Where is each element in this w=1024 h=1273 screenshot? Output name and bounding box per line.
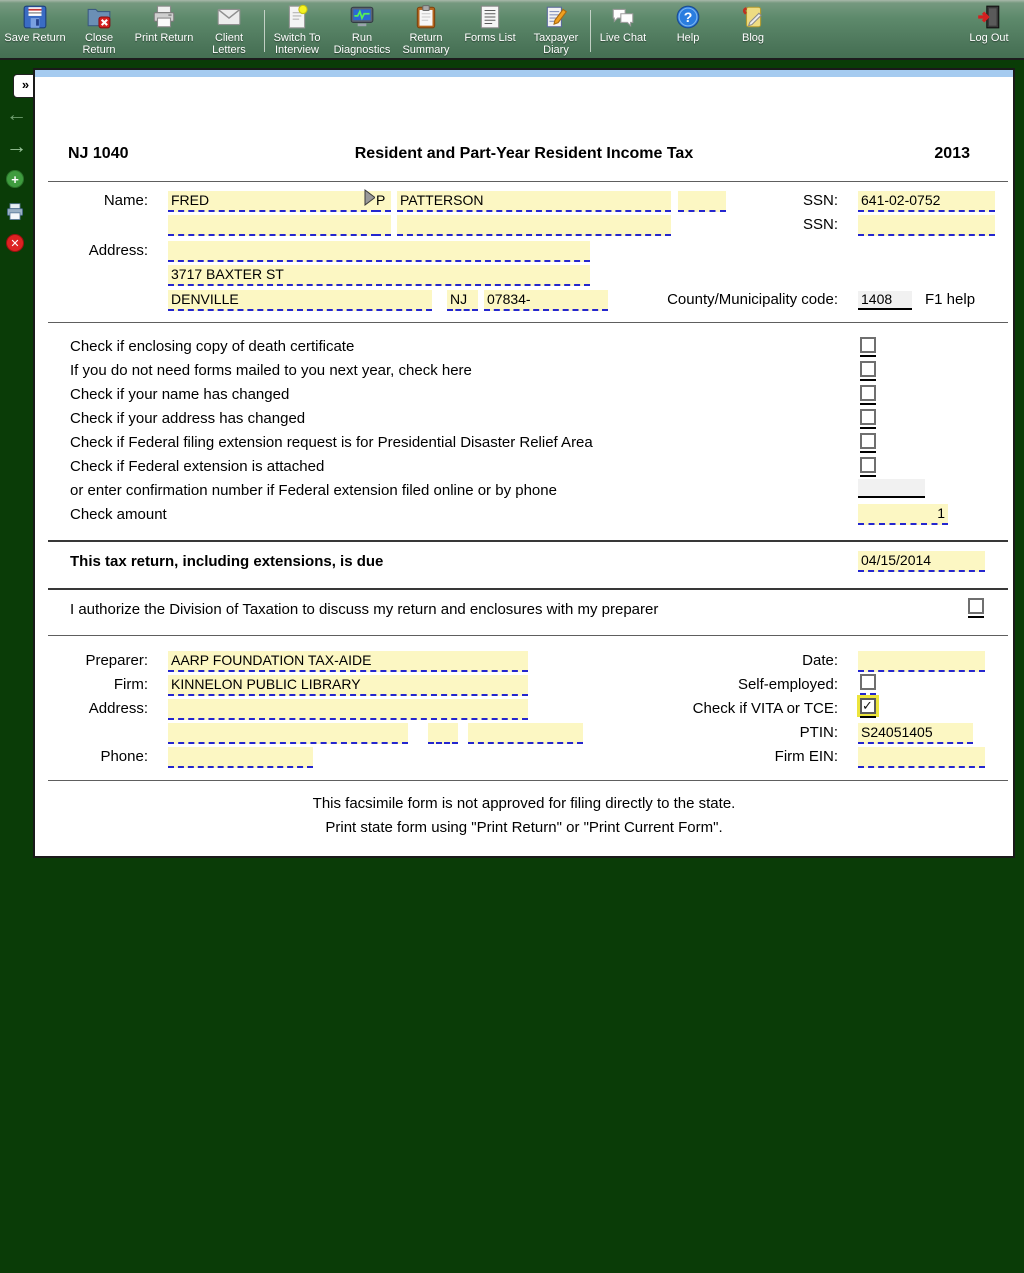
phone-field[interactable] [168,747,313,768]
run-diagnostics-button[interactable] [330,4,394,56]
firm-label: Firm: [113,676,148,693]
preparer-date-field[interactable] [858,651,985,672]
forward-arrow-icon[interactable]: → [6,135,27,158]
spouse-ssn-field[interactable] [858,215,995,236]
facsimile-notice-line2: Print state form using "Print Return" or "Print Current Form". [325,819,723,836]
back-arrow-icon[interactable]: ← [6,103,27,126]
envelope-icon [216,4,242,30]
logout-door-icon [976,4,1002,30]
diagnostics-monitor-icon [349,4,375,30]
phone-label: Phone: [100,748,148,765]
close-return-label: Close Return [82,32,116,56]
checklist-item-label: Check amount [70,506,167,523]
divider [48,322,1008,323]
return-summary-label: Return Summary [402,32,450,56]
help-button[interactable] [656,4,720,44]
checklist-item-label: Check if Federal extension is attached [70,458,325,475]
ssn-label: SSN: [802,192,838,209]
taxpayer-diary-button[interactable] [524,4,588,56]
first-name-field[interactable]: FRED [168,191,377,212]
svg-text:?: ? [683,9,693,26]
county-code-label: County/Municipality code: [667,291,838,308]
middle-initial-field[interactable]: P [375,191,391,212]
address-label: Address: [88,242,148,259]
chat-bubbles-icon [610,4,636,30]
federal-extension-checkbox[interactable] [860,457,876,473]
help-icon [675,4,701,30]
due-date-field[interactable]: 04/15/2014 [858,551,985,572]
page-title: Resident and Part-Year Resident Income Tax [354,145,694,162]
switch-to-interview-button[interactable] [265,4,329,56]
checklist-item-label: Check if your address has changed [70,410,306,427]
client-letters-label: Client Letters [212,32,246,56]
print-return-button[interactable] [132,4,196,44]
close-form-icon[interactable]: ✕ [6,234,24,252]
ptin-field[interactable]: S24051405 [858,723,973,744]
disaster-relief-checkbox[interactable] [860,433,876,449]
blog-label: Blog [741,32,765,44]
ssn-field[interactable]: 641-02-0752 [858,191,995,212]
spouse-first-name-field[interactable] [168,215,377,236]
vita-tce-checkbox[interactable] [860,698,876,714]
run-diagnostics-label: Run Diagnostics [333,32,391,56]
tax-year: 2013 [934,145,970,162]
spouse-ssn-label: SSN: [802,216,838,233]
preparer-name-field[interactable]: AARP FOUNDATION TAX-AIDE [168,651,528,672]
forms-list-button[interactable] [458,4,522,44]
forms-list-icon [477,4,503,30]
death-certificate-checkbox[interactable] [860,337,876,353]
page-header-bar [35,70,1013,77]
checklist-item-label: Check if enclosing copy of death certificate [70,338,355,355]
close-return-icon [86,4,112,30]
county-code-field[interactable]: 1408 [858,291,912,310]
checklist-item-label: Check if Federal filing extension request is for Presidential Disaster Relief Area [70,434,593,451]
authorize-preparer-label: I authorize the Division of Taxation to discuss my return and enclosures with my preparer [70,601,659,618]
firm-name-field[interactable]: KINNELON PUBLIC LIBRARY [168,675,528,696]
diary-pencil-icon [543,4,569,30]
client-letters-button[interactable] [197,4,261,56]
taxpayer-diary-label: Taxpayer Diary [533,32,579,56]
print-return-label: Print Return [134,32,194,44]
preparer-city-field[interactable] [168,723,408,744]
log-out-button[interactable] [957,4,1021,44]
confirmation-number-field[interactable] [858,479,925,498]
divider [48,780,1008,781]
preparer-date-label: Date: [802,652,838,669]
last-name-field[interactable]: PATTERSON [397,191,671,212]
suffix-field[interactable] [678,191,726,212]
add-form-icon[interactable]: + [6,170,24,188]
divider [48,588,1008,590]
live-chat-button[interactable] [591,4,655,44]
forms-list-label: Forms List [464,32,516,44]
self-employed-checkbox[interactable] [860,674,876,690]
main-toolbar [0,0,1024,60]
save-return-label: Save Return [4,32,66,44]
divider [48,181,1008,182]
preparer-state-field[interactable] [428,723,458,744]
form-id: NJ 1040 [68,145,129,162]
printer-icon [151,4,177,30]
spouse-last-name-field[interactable] [397,215,671,236]
form-page [33,68,1015,858]
blog-scroll-icon [740,4,766,30]
firm-ein-label: Firm EIN: [774,748,838,765]
save-icon [22,4,48,30]
due-date-label: This tax return, including extensions, is due [70,553,384,570]
self-employed-label: Self-employed: [737,676,838,693]
street-field[interactable]: 3717 BAXTER ST [168,265,590,286]
check-amount-field[interactable]: 1 [858,504,948,525]
firm-ein-field[interactable] [858,747,985,768]
checklist-item-label: If you do not need forms mailed to you next year, check here [70,362,472,379]
zip-field[interactable]: 07834- [484,290,608,311]
preparer-zip-field[interactable] [468,723,583,744]
facsimile-notice-line1: This facsimile form is not approved for filing directly to the state. [312,795,736,812]
help-label: Help [676,32,700,44]
no-forms-mailed-checkbox[interactable] [860,361,876,377]
print-page-icon[interactable] [5,202,25,227]
divider [48,540,1008,542]
blog-button[interactable] [721,4,785,44]
preparer-address-field[interactable] [168,699,528,720]
return-summary-button[interactable] [394,4,458,56]
switch-to-interview-label: Switch To Interview [273,32,321,56]
collapse-panel-tab[interactable]: » [13,74,38,98]
city-field[interactable]: DENVILLE [168,290,432,311]
f1-help-text: F1 help [925,291,976,308]
authorize-preparer-checkbox[interactable] [968,598,984,614]
address-changed-checkbox[interactable] [860,409,876,425]
checklist-item-label: or enter confirmation number if Federal extension filed online or by phone [70,482,557,499]
close-return-button[interactable] [67,4,131,56]
ptin-label: PTIN: [799,724,838,741]
preparer-address-label: Address: [88,700,148,717]
name-changed-checkbox[interactable] [860,385,876,401]
checklist-item-label: Check if your name has changed [70,386,290,403]
spouse-middle-initial-field[interactable] [375,215,391,236]
live-chat-label: Live Chat [599,32,647,44]
vita-tce-label: Check if VITA or TCE: [692,700,838,717]
clipboard-icon [413,4,439,30]
state-field[interactable]: NJ [447,290,478,311]
log-out-label: Log Out [969,32,1009,44]
save-return-button[interactable] [3,4,67,44]
name-label: Name: [103,192,148,209]
interview-page-icon [284,4,310,30]
address-line1-field[interactable] [168,241,590,262]
preparer-label: Preparer: [85,652,148,669]
divider [48,635,1008,636]
